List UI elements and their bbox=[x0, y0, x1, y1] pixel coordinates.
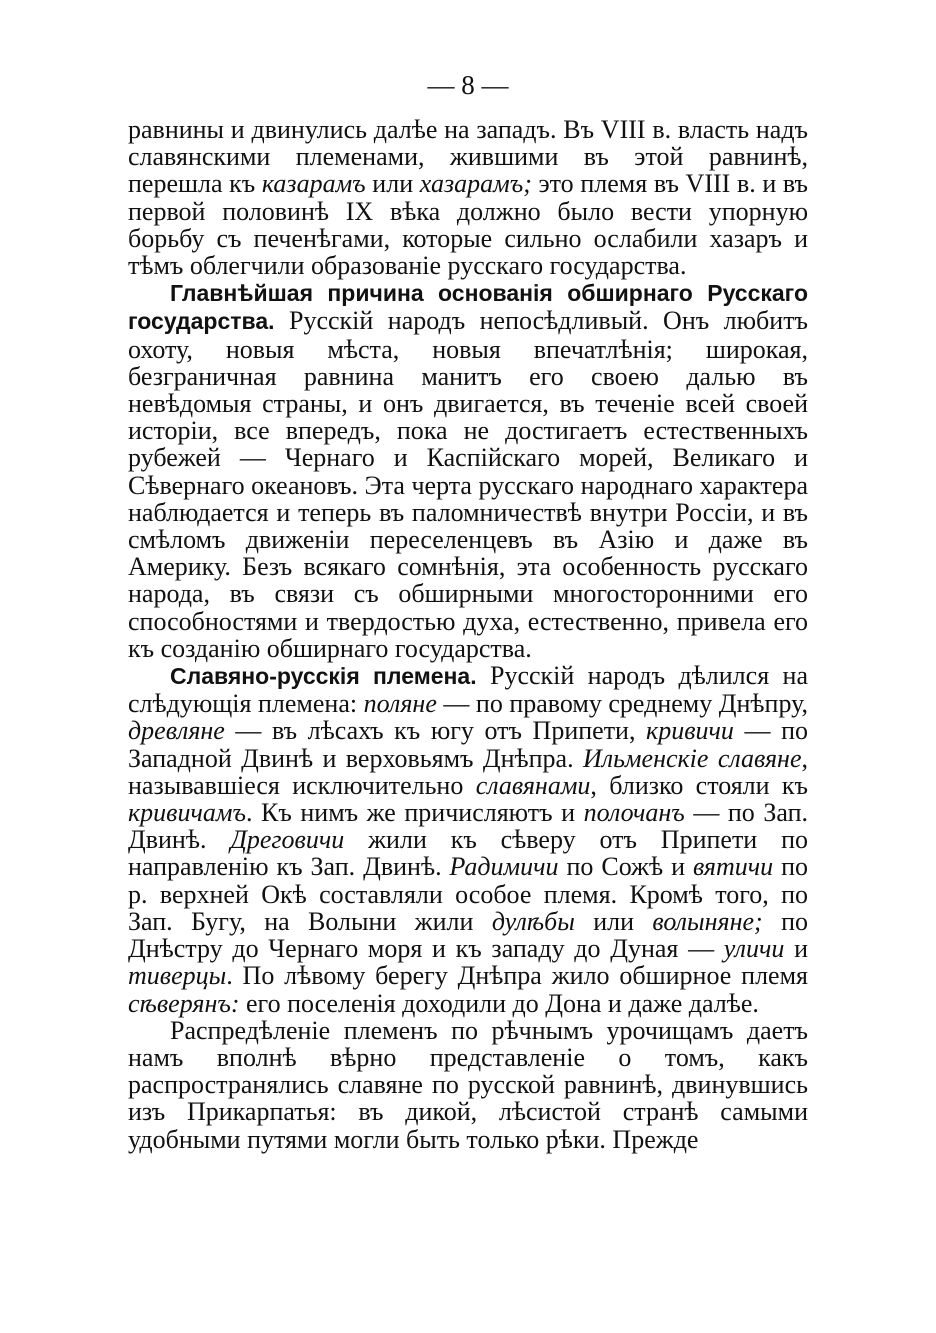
text-run: Распредѣленіе племенъ по рѣчнымъ урочищамъ даетъ намъ вполнѣ вѣрно представленіе о томъ, какъ распространялись славяне по русской равнинѣ, двинувшись изъ Прикарпатья: въ дикой, лѣсистой странѣ самыми удобными путями могли быть только рѣки. Прежде bbox=[128, 1015, 808, 1154]
italic-term: Ильменскіе славяне bbox=[582, 743, 802, 773]
text-run: — по правому среднему Днѣпру, bbox=[436, 689, 808, 719]
text-run: Русскій народъ дѣлился на слѣдующія племена: bbox=[128, 661, 808, 719]
text-run: или bbox=[365, 169, 420, 199]
text-run: по р. верхней Окѣ составляли особое племя. Кромѣ того, по Зап. Бугу, на Волыни жили bbox=[128, 852, 809, 936]
text-run: его поселенія доходили до Дона и даже далѣе. bbox=[239, 988, 759, 1018]
text-run: жили къ сѣверу отъ Припети по направленію къ Зап. Двинѣ. bbox=[128, 825, 808, 882]
italic-term: полочанъ bbox=[583, 798, 685, 828]
body-text bbox=[128, 116, 808, 1153]
italic-term: славянами bbox=[475, 770, 591, 800]
italic-term: волыняне; bbox=[652, 906, 763, 936]
italic-term: древляне bbox=[128, 716, 225, 746]
italic-term: Радимичи bbox=[449, 852, 559, 882]
italic-term: дулѣбы bbox=[491, 906, 575, 936]
text-run: , называвшіеся исключительно bbox=[128, 743, 808, 800]
text-run: равнины и двинулись далѣе на западъ. Въ VIII в. власть надъ славянскими племенами, жившими въ этой равнинѣ, перешла къ bbox=[128, 115, 808, 199]
text-run: Русскій народъ непосѣдливый. Онъ любитъ охоту, новыя мѣста, новыя впечатлѣнія; широкая, безграничная равнина манитъ его своею далью въ невѣдомыя страны, и онъ двигается, въ теченіе всей своей исторіи, все впередъ, пока не достигаетъ естественныхъ рубежей — Чернаго и Каспійскаго морей, Великаго и Сѣвернаго океановъ. Эта черта русскаго народнаго характера наблюдается и теперь въ паломничествѣ внутри Россіи, и въ смѣломъ движеніи переселенцевъ въ Азію и даже въ Америку. Безъ всякаго сомнѣнія, эта особенность русскаго народа, въ связи съ обширными многосторонними его способностями и твердостью духа, естественно, привела его къ созданію обширнаго государства. bbox=[128, 306, 808, 663]
italic-term: уличи bbox=[723, 934, 785, 964]
paragraph-tribes bbox=[128, 662, 808, 1017]
italic-term: Дреговичи bbox=[230, 825, 345, 855]
section-heading: Главнѣйшая причина основанія обширнаго Русскаго государства. bbox=[128, 280, 808, 335]
italic-term: поляне bbox=[363, 689, 437, 719]
text-run: или bbox=[574, 906, 653, 936]
text-run: , близко стояли къ bbox=[590, 770, 808, 800]
page-number: — 8 — bbox=[427, 70, 509, 100]
text-run: по Днѣстру до Чернаго моря и къ западу до Дуная — bbox=[128, 906, 808, 964]
paragraph-kazars bbox=[128, 116, 808, 279]
text-run: — по Западной Двинѣ и верховьямъ Днѣпра. bbox=[128, 716, 808, 773]
italic-term: сѣверянъ: bbox=[128, 988, 240, 1018]
paragraph-rivers bbox=[128, 1017, 808, 1153]
italic-term: вятичи bbox=[692, 852, 774, 882]
italic-term: хазарамъ; bbox=[419, 169, 532, 199]
text-run: это племя въ VIII в. и въ первой половинѣ IX вѣка должно было вести упорную борьбу съ печенѣгами, которые сильно ослабили хазаръ и тѣмъ облегчили образованіе русскаго государства. bbox=[128, 169, 809, 281]
text-run: — по Зап. Двинѣ. bbox=[128, 798, 808, 855]
text-run: по Сожѣ и bbox=[558, 852, 693, 882]
text-run: . Къ нимъ же причисляютъ и bbox=[245, 798, 584, 828]
italic-term: кривичи bbox=[646, 716, 734, 746]
text-run: и bbox=[784, 934, 808, 964]
italic-term: кривичамъ bbox=[128, 798, 246, 828]
section-heading: Славяно-русскія племена. bbox=[170, 663, 477, 690]
paragraph-main-cause bbox=[128, 279, 808, 662]
text-run: . По лѣвому берегу Днѣпра жило обширное племя bbox=[226, 961, 808, 991]
italic-term: казарамъ bbox=[261, 169, 366, 199]
text-run: — въ лѣсахъ къ югу отъ Припети, bbox=[224, 716, 647, 746]
italic-term: тиверцы bbox=[128, 961, 227, 991]
